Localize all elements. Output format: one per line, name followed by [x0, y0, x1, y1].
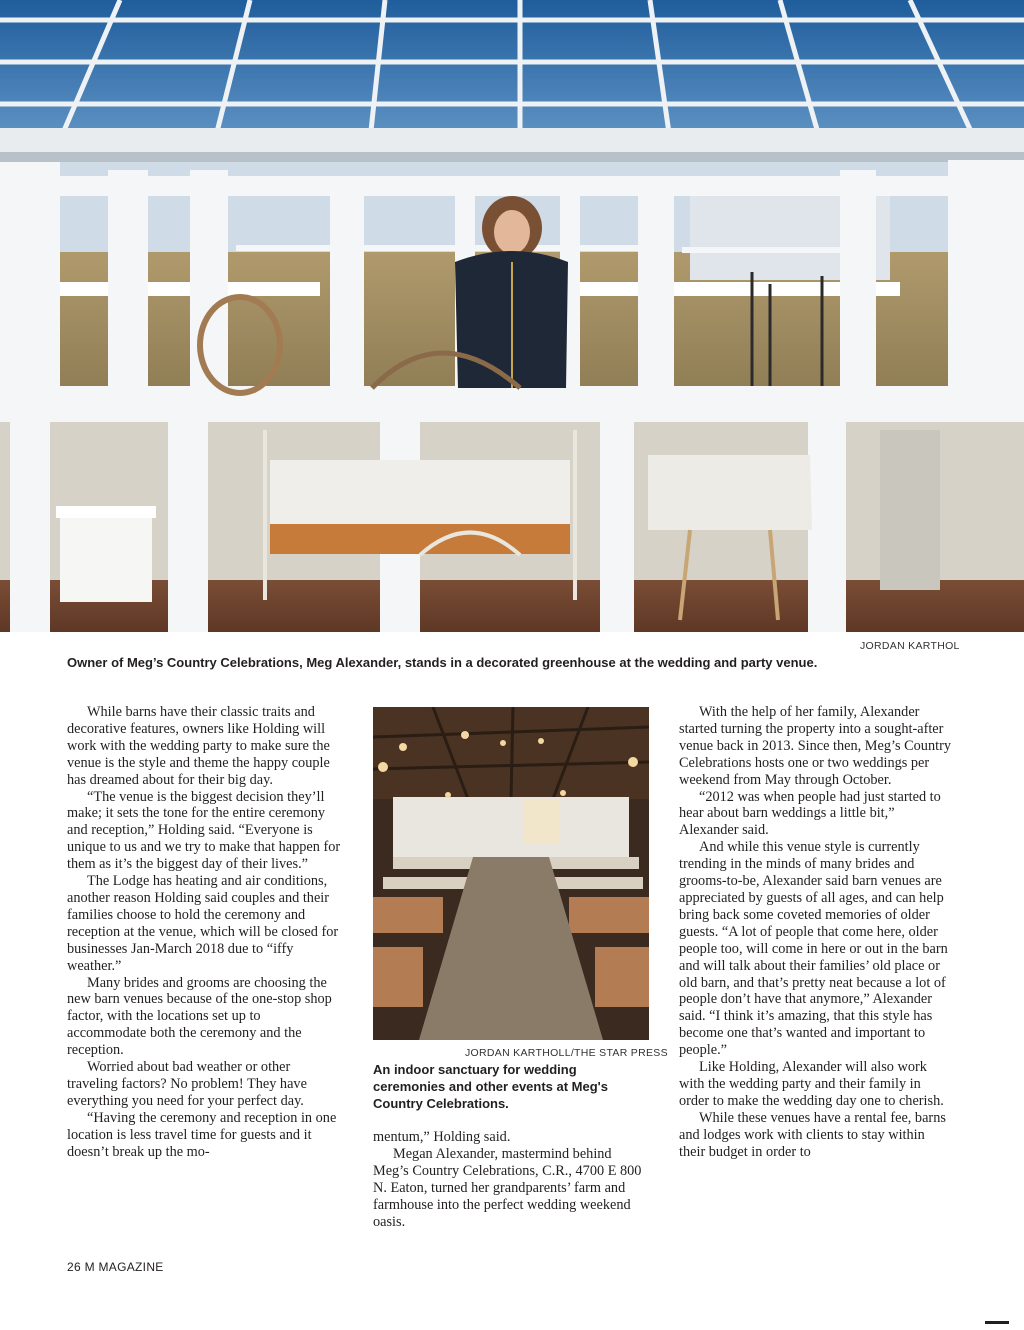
paragraph: “2012 was when people had just started to hear about barn weddings a little bit,” Alexander said.	[679, 788, 941, 839]
paragraph: “Having the ceremony and reception in one location is less travel time for guests and it doesn’t break up the mo-	[67, 1109, 337, 1160]
paragraph: Megan Alexander, mastermind behind Meg’s Country Celebrations, C.R., 4700 E 800 N. Eaton, turned her grandparents’ farm and farmhouse into the perfect wedding weekend oasis.	[373, 1145, 642, 1230]
article-column-right	[679, 704, 954, 1160]
inset-photo-credit: JORDAN KARTHOLL/THE STAR PRESS	[465, 1047, 668, 1059]
paragraph: While these venues have a rental fee, barns and lodges work with clients to stay within their budget in order to	[679, 1109, 946, 1160]
inset-photo-caption: An indoor sanctuary for wedding ceremonies and other events at Meg's Country Celebrations.	[373, 1062, 609, 1111]
page-edge-mark	[985, 1321, 1009, 1324]
paragraph: Worried about bad weather or other traveling factors? No problem! They have everything you need for your perfect day.	[67, 1059, 307, 1109]
hero-photo-caption: Owner of Meg’s Country Celebrations, Meg Alexander, stands in a decorated greenhouse at the wedding and party venue.	[67, 655, 818, 670]
paragraph: “The venue is the biggest decision they’ll make; it sets the tone for the entire ceremony and reception,” Holding said. “Everyone is unique to us and we try to make that happen for them as it’s the biggest day of their lives.”	[67, 788, 341, 873]
page-folio: 26 M MAGAZINE	[67, 1260, 164, 1274]
paragraph: With the help of her family, Alexander started turning the property into a sought-after venue back in 2013. Since then, Meg’s Country Celebrations hosts one or two weddings per weekend from May through October.	[679, 704, 951, 788]
paragraph: While barns have their classic traits and decorative features, owners like Holding will work with the wedding party to make sure the venue is the style and theme the happy couple has dreamed about for their big day.	[67, 704, 330, 788]
paragraph: mentum,” Holding said.	[373, 1129, 511, 1145]
paragraph: Like Holding, Alexander will also work with the wedding party and their family in order to make the wedding day one to cherish.	[679, 1059, 944, 1109]
inset-photo	[373, 707, 649, 1040]
paragraph: Many brides and grooms are choosing the new barn venues because of the one-stop shop factor, with the locations set up to accommodate both the ceremony and the reception.	[67, 974, 332, 1059]
article-column-left	[67, 704, 342, 1160]
paragraph: The Lodge has heating and air conditions, another reason Holding said couples and their families choose to hold the ceremony and reception at the venue, which will be closed for businesses Jan-March 2018 due to “iffy weather.”	[67, 873, 339, 974]
hero-photo-credit: JORDAN KARTHOL	[860, 640, 960, 652]
paragraph: And while this venue style is currently trending in the minds of many brides and grooms-to-be, Alexander said barn venues are appreciated by guests of all ages, and can help bring back some coveted memories of older guests. “A lot of people that come here, older people too, will come in here or out in the barn and will talk about their families’ old place or old barn, and that’s pretty neat because a lot of people don’t have that anymore,” Alexander said. “I think it’s amazing, that this style has become one that’s wanted and important to people.”	[679, 839, 948, 1059]
hero-photo	[0, 0, 1024, 632]
article-column-middle	[373, 1129, 646, 1230]
